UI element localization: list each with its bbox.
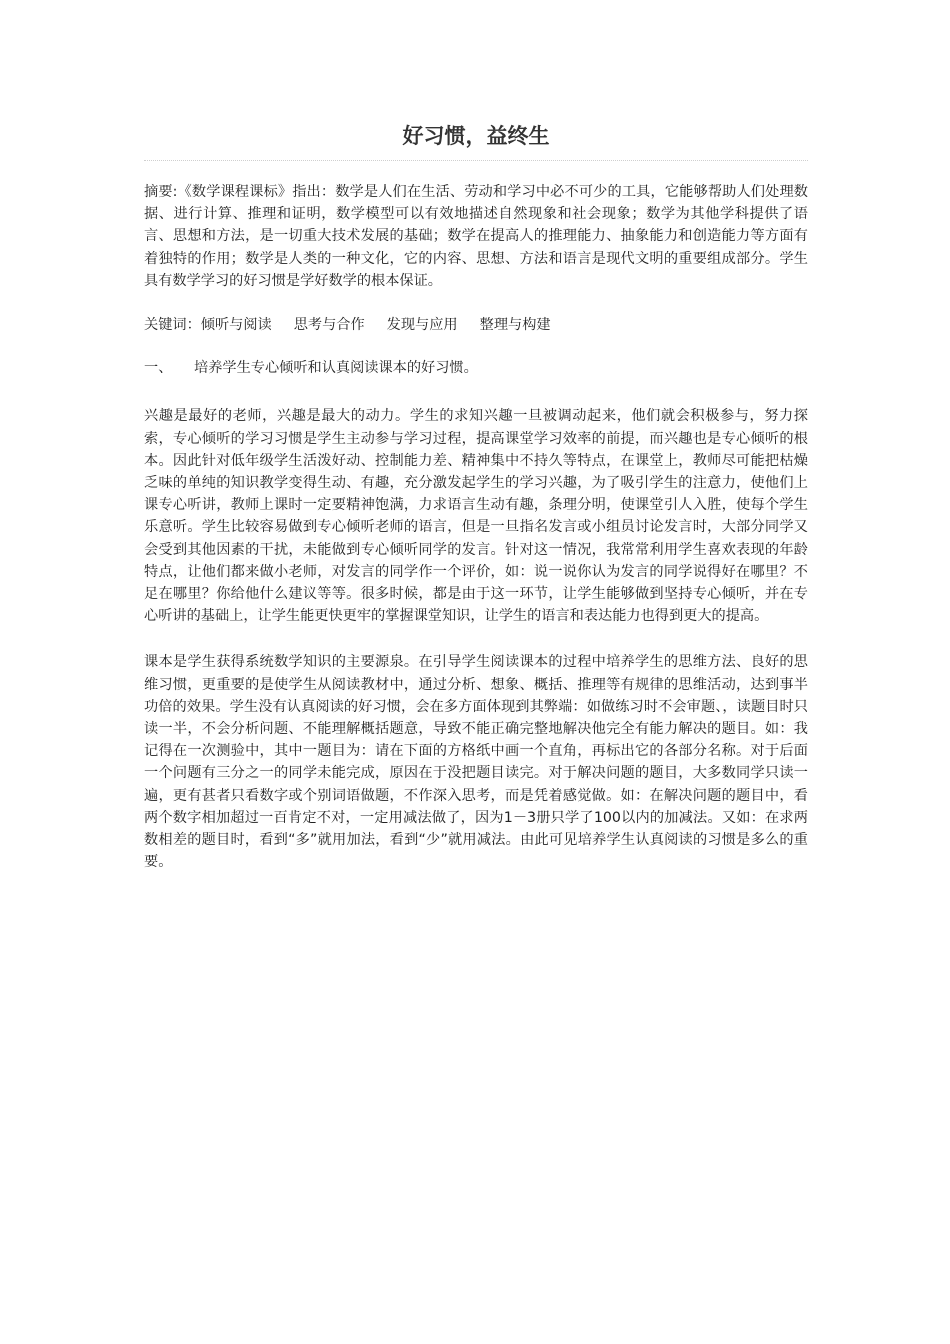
- keywords-line: [144, 314, 808, 336]
- keyword-item: 倾听与阅读: [200, 317, 272, 334]
- keyword-item: 思考与合作: [293, 317, 365, 334]
- title-divider: [144, 160, 808, 161]
- document-title: 好习惯，益终生: [402, 124, 550, 148]
- document-page: [144, 118, 808, 873]
- abstract-paragraph: 摘要:《数学课程课标》指出：数学是人们在生活、劳动和学习中必不可少的工具，它能够帮助人们处理数据、进行计算、推理和证明，数学模型可以有效地描述自然现象和社会现象；数学为其他学科提供了语言、思想和方法，是一切重大技术发展的基础；数学在提高人的推理能力、抽象能力和创造能力等方面有着独特的作用；数学是人类的一种文化，它的内容、思想、方法和语言是现代文明的重要组成部分。学生具有数学学习的好习惯是学好数学的根本保证。: [144, 184, 808, 289]
- keywords-label: 关键词：: [144, 317, 201, 334]
- body-paragraph: 兴趣是最好的老师，兴趣是最大的动力。学生的求知兴趣一旦被调动起来，他们就会积极参与，努力探索，专心倾听的学习习惯是学生主动参与学习过程，提高课堂学习效率的前提，而兴趣也是专心倾听的根本。因此针对低年级学生活泼好动、控制能力差、精神集中不持久等特点，在课堂上，教师尽可能把枯燥乏味的单纯的知识教学变得生动、有趣，充分激发起学生的学习兴趣，为了吸引学生的注意力，使他们上课专心听讲，教师上课时一定要精神饱满，力求语言生动有趣，条理分明，使课堂引人入胜，使每个学生乐意听。学生比较容易做到专心倾听老师的语言，但是一旦指名发言或小组员讨论发言时，大部分同学又会受到其他因素的干扰，未能做到专心倾听同学的发言。针对这一情况，我常常利用学生喜欢表现的年龄特点，让他们都来做小老师，对发言的同学作一个评价，如：说一说你认为发言的同学说得好在哪里？不足在哪里？你给他什么建议等等。很多时候，都是由于这一环节，让学生能够做到坚持专心倾听，并在专心听讲的基础上，让学生能更快更牢的掌握课堂知识，让学生的语言和表达能力也得到更大的提高。: [144, 408, 808, 625]
- keyword-item: 发现与应用: [386, 317, 458, 334]
- section-number: 一、: [144, 360, 173, 377]
- section-heading: [144, 357, 808, 379]
- section-title: 培养学生专心倾听和认真阅读课本的好习惯。: [194, 360, 478, 377]
- keyword-item: 整理与构建: [479, 317, 551, 334]
- body-paragraph: 课本是学生获得系统数学知识的主要源泉。在引导学生阅读课本的过程中培养学生的思维方法、良好的思维习惯，更重要的是使学生从阅读教材中，通过分析、想象、概括、推理等有规律的思维活动，达到事半功倍的效果。学生没有认真阅读的好习惯，会在多方面体现到其弊端：如做练习时不会审题、，读题目时只读一半，不会分析问题、不能理解概括题意，导致不能正确完整地解决他完全有能力解决的题目。如：我记得在一次测验中，其中一题目为：请在下面的方格纸中画一个直角，再标出它的各部分名称。对于后面一个问题有三分之一的同学未能完成，原因在于没把题目读完。对于解决问题的题目，大多数同学只读一遍，更有甚者只看数字或个别词语做题，不作深入思考，而是凭着感觉做。如：在解决问题的题目中，看两个数字相加超过一百肯定不对，一定用减法做了，因为1－3册只学了100以内的加减法。又如：在求两数相差的题目时，看到“多”就用加法，看到“少”就用减法。由此可见培养学生认真阅读的习惯是多么的重要。: [144, 654, 808, 871]
